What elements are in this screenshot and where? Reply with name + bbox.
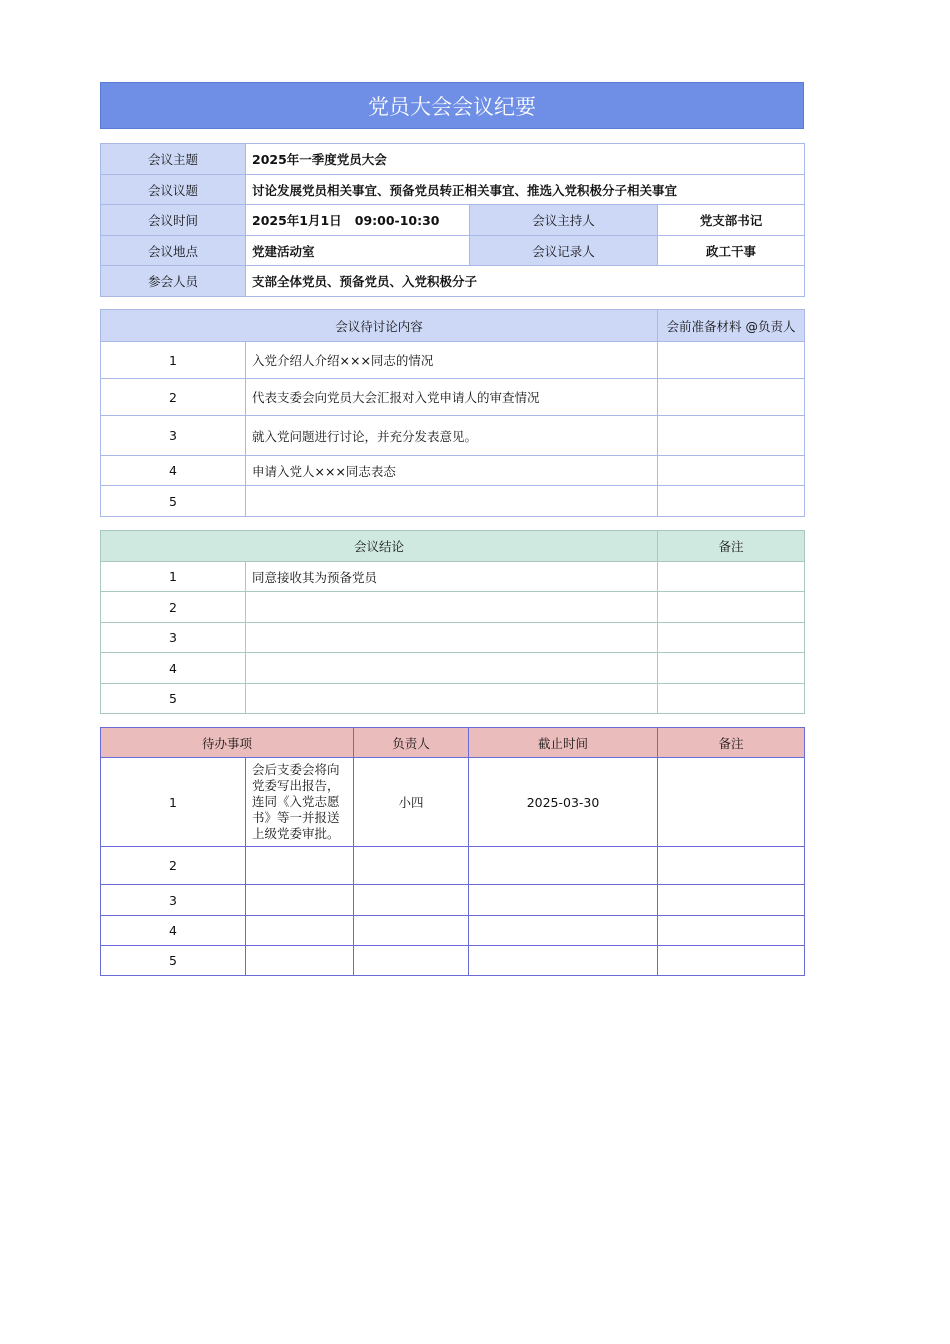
row-number: 4 [101,456,246,486]
agenda-value[interactable]: 讨论发展党员相关事宜、预备党员转正相关事宜、推选入党积极分子相关事宜 [246,175,805,205]
topic-label: 会议主题 [101,144,246,175]
conclusion-item[interactable] [246,623,658,653]
place-value[interactable]: 党建活动室 [246,236,470,266]
host-value[interactable]: 党支部书记 [658,205,805,236]
todo-deadline-header: 截止时间 [469,728,658,758]
conclusion-note-header: 备注 [658,531,805,562]
materials-cell[interactable] [658,486,805,517]
table-row [101,592,805,623]
table-row [101,916,805,946]
todo-owner[interactable] [354,847,469,885]
materials-cell[interactable] [658,416,805,456]
row-number: 2 [101,847,246,885]
table-row [101,847,805,885]
table-row [101,653,805,684]
recorder-value[interactable]: 政工干事 [658,236,805,266]
todo-note[interactable] [658,758,805,847]
table-row [101,416,805,456]
todo-owner[interactable]: 小四 [354,758,469,847]
materials-cell[interactable] [658,456,805,486]
row-number: 2 [101,592,246,623]
conclusion-item[interactable] [246,684,658,714]
table-row [101,885,805,916]
topic-value[interactable]: 2025年一季度党员大会 [246,144,805,175]
conclusion-note[interactable] [658,684,805,714]
row-number: 4 [101,916,246,946]
row-number: 5 [101,684,246,714]
conclusion-note[interactable] [658,562,805,592]
row-number: 1 [101,562,246,592]
row-number: 4 [101,653,246,684]
meeting-info-table [100,143,805,297]
row-number: 5 [101,946,246,976]
table-row [101,486,805,517]
todo-owner[interactable] [354,885,469,916]
place-label: 会议地点 [101,236,246,266]
todo-note-header: 备注 [658,728,805,758]
todo-owner[interactable] [354,916,469,946]
row-number: 2 [101,379,246,416]
discussion-item[interactable]: 申请入党人×××同志表态 [246,456,658,486]
time-value[interactable]: 2025年1月1日 09:00-10:30 [246,205,470,236]
conclusion-item[interactable] [246,653,658,684]
todo-owner-header: 负责人 [354,728,469,758]
row-number: 5 [101,486,246,517]
todo-item[interactable] [246,946,354,976]
row-number: 3 [101,416,246,456]
todo-item[interactable] [246,916,354,946]
row-number: 1 [101,758,246,847]
attendees-label: 参会人员 [101,266,246,297]
todo-note[interactable] [658,946,805,976]
conclusion-item[interactable]: 同意接收其为预备党员 [246,562,658,592]
table-row [101,946,805,976]
discussion-item[interactable]: 代表支委会向党员大会汇报对入党申请人的审查情况 [246,379,658,416]
discussion-item[interactable]: 入党介绍人介绍×××同志的情况 [246,342,658,379]
meeting-minutes-sheet [100,82,804,968]
todo-deadline[interactable]: 2025-03-30 [469,758,658,847]
table-row [101,342,805,379]
todo-item-header: 待办事项 [101,728,354,758]
materials-cell[interactable] [658,379,805,416]
row-number: 3 [101,623,246,653]
table-row [101,562,805,592]
table-row [101,684,805,714]
recorder-label: 会议记录人 [470,236,658,266]
todo-item[interactable] [246,885,354,916]
table-row [101,758,805,847]
materials-cell[interactable] [658,342,805,379]
todo-deadline[interactable] [469,916,658,946]
conclusion-note[interactable] [658,623,805,653]
host-label: 会议主持人 [470,205,658,236]
todo-table [100,727,805,976]
attendees-value[interactable]: 支部全体党员、预备党员、入党积极分子 [246,266,805,297]
row-number: 1 [101,342,246,379]
todo-item[interactable] [246,847,354,885]
todo-deadline[interactable] [469,847,658,885]
todo-note[interactable] [658,847,805,885]
todo-note[interactable] [658,916,805,946]
discussion-item[interactable]: 就入党问题进行讨论，并充分发表意见。 [246,416,658,456]
document-title: 党员大会会议纪要 [100,82,804,129]
conclusion-note[interactable] [658,653,805,684]
table-row [101,623,805,653]
agenda-label: 会议议题 [101,175,246,205]
todo-deadline[interactable] [469,885,658,916]
discussion-table [100,309,805,517]
todo-item[interactable]: 会后支委会将向党委写出报告，连同《入党志愿书》等一并报送上级党委审批。 [246,758,354,847]
todo-owner[interactable] [354,946,469,976]
table-row [101,456,805,486]
conclusion-note[interactable] [658,592,805,623]
conclusion-table [100,530,805,714]
discussion-header: 会议待讨论内容 [101,310,658,342]
row-number: 3 [101,885,246,916]
time-label: 会议时间 [101,205,246,236]
todo-note[interactable] [658,885,805,916]
materials-header: 会前准备材料 @负责人 [658,310,805,342]
discussion-item[interactable] [246,486,658,517]
conclusion-item[interactable] [246,592,658,623]
todo-deadline[interactable] [469,946,658,976]
conclusion-header: 会议结论 [101,531,658,562]
table-row [101,379,805,416]
